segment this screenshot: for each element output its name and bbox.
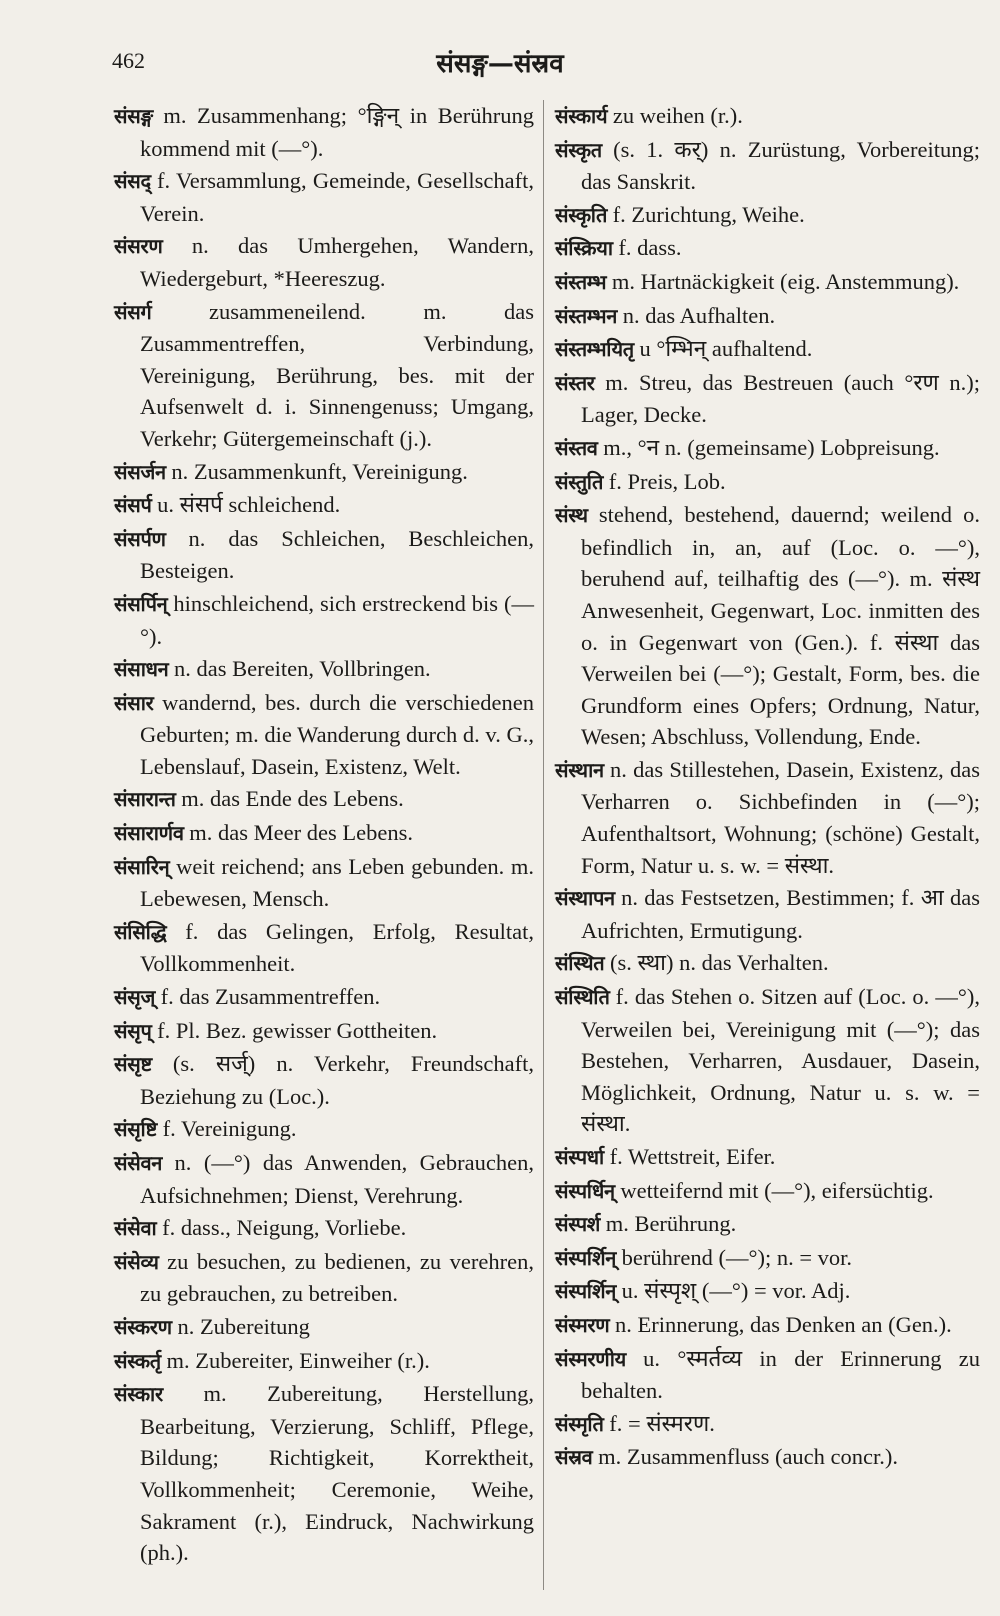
entry-headword: संस्कृति	[555, 202, 608, 227]
left-column	[114, 100, 534, 1570]
entry-definition: n. Erinnerung, das Denken an (Gen.).	[609, 1311, 952, 1337]
entry-definition: zu weihen (r.).	[607, 103, 743, 128]
entry-headword: संसारार्णव	[114, 821, 184, 846]
dictionary-entry	[555, 882, 980, 946]
dictionary-entry	[114, 981, 534, 1014]
dictionary-entry	[114, 230, 534, 294]
entry-headword: संस्रव	[555, 1445, 593, 1470]
entry-definition: f. Wettstreit, Eifer.	[603, 1144, 776, 1169]
entry-headword: संसर्प	[114, 493, 152, 518]
entry-headword: संस्तव	[555, 435, 598, 460]
entry-headword: संस्पर्शिन्	[555, 1279, 617, 1304]
page-number: 462	[112, 48, 145, 73]
entry-definition: n. das Schleichen, Beschleichen, Besteigen.	[140, 525, 534, 584]
entry-headword: संस्करण	[114, 1314, 172, 1339]
entry-headword: संसर्जन	[114, 459, 166, 484]
dictionary-entry	[114, 456, 534, 489]
entry-definition: n. das Umhergehen, Wandern, Wiedergeburt, *Heereszug.	[140, 233, 534, 291]
entry-definition: f. Zurichtung, Weihe.	[607, 201, 805, 227]
dictionary-entry	[114, 489, 534, 522]
dictionary-entry	[114, 1048, 534, 1112]
dictionary-entry	[555, 1343, 980, 1407]
entry-headword: संस्पर्शिन्	[555, 1245, 617, 1270]
entry-definition: m. Berührung.	[600, 1211, 737, 1237]
entry-headword: संस्थ	[555, 503, 588, 528]
dictionary-entry	[555, 981, 980, 1140]
entry-headword: संसर्ग	[114, 299, 152, 324]
dictionary-entry	[555, 947, 980, 980]
dictionary-entry	[114, 1147, 534, 1211]
dictionary-entry	[114, 1212, 534, 1245]
entry-headword: संसिद्धि	[114, 919, 167, 944]
entry-definition: m. Zubereitung, Herstellung, Bearbeitung, Verzierung, Schliff, Pflege, Bildung; Richtigkeit, Korrektheit, Vollkommenheit; Ceremonie, Weihe, Sakrament (r.), Eindruck, Nachwirkung (ph.).	[140, 1381, 534, 1566]
dictionary-entry	[555, 100, 980, 133]
entry-definition: n. Zusammenkunft, Vereinigung.	[165, 458, 468, 484]
entry-definition: f. Versammlung, Gemeinde, Gesellschaft, Verein.	[140, 168, 534, 226]
entry-definition: m. das Meer des Lebens.	[183, 820, 413, 846]
entry-headword: संसर्पण	[114, 526, 166, 551]
entry-definition: n. Zubereitung	[171, 1313, 310, 1339]
entry-headword: संसेवा	[114, 1216, 157, 1241]
entry-definition: m. Zubereiter, Einweiher (r.).	[160, 1347, 430, 1373]
entry-headword: संस्मृति	[555, 1411, 604, 1436]
entry-headword: संस्पर्धा	[555, 1145, 604, 1169]
dictionary-entry	[114, 687, 534, 783]
entry-definition: (s. स्था) n. das Verhalten.	[604, 950, 829, 976]
entry-headword: संस्थिति	[555, 985, 610, 1010]
dictionary-entry	[555, 333, 980, 366]
dictionary-entry	[114, 1015, 534, 1048]
entry-headword: संस्कृत	[555, 137, 602, 162]
entry-definition: u. संसर्प schleichend.	[151, 492, 341, 518]
entry-definition: m. Zusammenhang; °ङ्गिन् in Berührung kommend mit (—°).	[140, 103, 534, 161]
dictionary-entry	[114, 100, 534, 164]
entry-definition: f. = संस्मरण.	[603, 1410, 715, 1436]
dictionary-entry	[555, 1175, 980, 1208]
entry-definition: (s. सर्ज्) n. Verkehr, Freundschaft, Beziehung zu (Loc.).	[140, 1051, 534, 1109]
dictionary-entry	[555, 432, 980, 465]
dictionary-entry	[114, 653, 534, 686]
dictionary-entry	[555, 134, 980, 198]
entry-definition: n. das Aufhalten.	[617, 302, 776, 328]
entry-definition: m. Streu, das Bestreuen (auch °रण n.); Lager, Decke.	[581, 369, 980, 428]
entry-definition: wetteifernd mit (—°), eifersüchtig.	[614, 1177, 934, 1203]
entry-headword: संस्मरणीय	[555, 1346, 626, 1371]
entry-definition: m. Hartnäckigkeit (eig. Anstemmung).	[606, 268, 960, 294]
entry-definition: n. das Bereiten, Vollbringen.	[168, 656, 431, 682]
entry-definition: hinschleichend, sich erstreckend bis (—°).	[140, 590, 534, 649]
entry-definition: f. dass., Neigung, Vorliebe.	[156, 1215, 407, 1241]
dictionary-entry	[555, 1275, 980, 1308]
entry-headword: संस्तम्भयितृ	[555, 337, 634, 362]
entry-headword: संस्तम्भ	[555, 269, 607, 294]
entry-definition: f. das Zusammentreffen.	[154, 984, 381, 1010]
dictionary-entry	[555, 199, 980, 232]
entry-definition: m. das Ende des Lebens.	[175, 786, 404, 812]
entry-headword: संसृष्टि	[114, 1117, 157, 1142]
entry-headword: संसरण	[114, 234, 163, 259]
entry-definition: f. das Gelingen, Erfolg, Resultat, Vollkommenheit.	[140, 918, 534, 977]
dictionary-entry	[555, 1242, 980, 1275]
entry-headword: संसद्	[114, 169, 151, 194]
entry-definition: wandernd, bes. durch die verschiedenen Geburten; m. die Wanderung durch d. v. G., Lebenslauf, Dasein, Existenz, Welt.	[140, 689, 534, 779]
entry-definition: (s. 1. कर्) n. Zurüstung, Vorbereitung; das Sanskrit.	[581, 136, 980, 195]
entry-headword: संस्तुति	[555, 469, 604, 494]
dictionary-entry	[114, 851, 534, 915]
entry-definition: n. das Stillestehen, Dasein, Existenz, das Verharren o. Sichbefinden in (—°); Aufenthaltsort, Wohnung; (schöne) Gestalt, Form, Natur u. s. w. = संस्था.	[581, 756, 980, 878]
entry-headword: संस्तर	[555, 370, 595, 395]
dictionary-entry	[114, 588, 534, 652]
entry-definition: weit reichend; ans Leben gebunden. m. Lebewesen, Mensch.	[140, 853, 534, 912]
dictionary-entry	[114, 1113, 534, 1146]
entry-headword: संस्मरण	[555, 1312, 610, 1337]
entry-definition: f. Preis, Lob.	[603, 468, 726, 494]
entry-headword: संस्तम्भन	[555, 303, 618, 328]
entry-headword: संसारान्त	[114, 787, 176, 812]
dictionary-entry	[114, 165, 534, 229]
dictionary-entry	[555, 1441, 980, 1474]
dictionary-entry	[555, 1141, 980, 1174]
dictionary-entry	[114, 1246, 534, 1310]
dictionary-entry	[114, 916, 534, 980]
entry-headword: संसङ्ग	[114, 104, 153, 128]
entry-definition: n. (—°) das Anwenden, Gebrauchen, Aufsichnehmen; Dienst, Verehrung.	[140, 1150, 534, 1208]
entry-headword: संस्थान	[555, 757, 604, 782]
entry-headword: संस्कर्तृ	[114, 1348, 161, 1373]
entry-definition: berührend (—°); n. = vor.	[616, 1244, 853, 1270]
dictionary-entry	[555, 232, 980, 265]
entry-headword: संस्क्रिया	[555, 236, 613, 261]
column-divider	[543, 100, 544, 1590]
dictionary-entry	[555, 1408, 980, 1441]
entry-headword: संसारिन्	[114, 854, 170, 879]
dictionary-entry	[114, 1311, 534, 1344]
running-head: संसङ्ग—संस्रव	[436, 49, 564, 79]
dictionary-entry	[114, 1378, 534, 1569]
entry-headword: संसृष्ट	[114, 1052, 152, 1077]
entry-definition: u. °स्मर्तव्य in der Erinnerung zu behalten.	[581, 1345, 980, 1404]
entry-definition: zusammeneilend. m. das Zusammentreffen, Verbindung, Vereinigung, Berührung, bes. mit der Aufsenwelt d. i. Sinnengenuss; Umgang, Verkehr; Gütergemeinschaft (j.).	[140, 298, 534, 451]
entry-headword: संसेव्य	[114, 1249, 159, 1274]
dictionary-entry	[555, 1309, 980, 1342]
entry-headword: संस्थापन	[555, 886, 615, 911]
entry-headword: संसेवन	[114, 1151, 163, 1175]
dictionary-entry	[114, 783, 534, 816]
entry-definition: f. Vereinigung.	[157, 1116, 297, 1142]
entry-definition: f. das Stehen o. Sitzen auf (Loc. o. —°), Verweilen bei, Vereinigung mit (—°); das Bestehen, Verharren, Ausdauer, Dasein, Möglichkeit, Ordnung, Natur u. s. w. = संस्था.	[581, 984, 980, 1137]
entry-definition: f. Pl. Bez. gewisser Gottheiten.	[151, 1017, 438, 1043]
entry-definition: u °म्भिन् aufhaltend.	[633, 336, 813, 362]
dictionary-entry	[555, 266, 980, 299]
entry-headword: संस्पर्श	[555, 1212, 601, 1237]
entry-definition: zu besuchen, zu bedienen, zu verehren, zu gebrauchen, zu betreiben.	[140, 1248, 534, 1307]
dictionary-entry	[114, 523, 534, 587]
entry-headword: संसर्पिन्	[114, 591, 168, 616]
entry-definition: stehend, bestehend, dauernd; weilend o. befindlich in, an, auf (Loc. o. —°), beruhend auf, teilhaftig des (—°). m. संस्थ Anwesenheit, Gegenwart, Loc. inmitten des o. in Gegenwart von (Gen.). f. संस्था das Verweilen bei (—°); Gestalt, Form, bes. die Grundform eines Opfers; Ordnung, Natur, Wesen; Abschluss, Vollendung, Ende.	[581, 502, 980, 750]
dictionary-entry	[114, 817, 534, 850]
right-column	[555, 100, 980, 1475]
entry-definition: n. das Festsetzen, Bestimmen; f. आ das Aufrichten, Ermutigung.	[581, 885, 980, 943]
entry-definition: f. dass.	[612, 235, 682, 261]
entry-definition: u. संस्पृश् (—°) = vor. Adj.	[616, 1278, 851, 1304]
dictionary-entry	[114, 296, 534, 455]
entry-headword: संसार	[114, 690, 154, 715]
dictionary-entry	[555, 754, 980, 881]
entry-headword: संस्थित	[555, 951, 605, 976]
entry-headword: संसृप्	[114, 1018, 152, 1043]
entry-definition: m., °न n. (gemeinsame) Lobpreisung.	[597, 434, 940, 460]
entry-headword: संस्पर्धिन्	[555, 1178, 615, 1203]
dictionary-entry	[555, 466, 980, 499]
dictionary-entry	[555, 1208, 980, 1241]
dictionary-entry	[555, 300, 980, 333]
dictionary-entry	[114, 1345, 534, 1378]
entry-definition: m. Zusammenfluss (auch concr.).	[592, 1444, 899, 1470]
dictionary-entry	[555, 367, 980, 431]
dictionary-entry	[555, 499, 980, 753]
entry-headword: संसृज्	[114, 985, 155, 1010]
entry-headword: संसाधन	[114, 657, 169, 682]
entry-headword: संस्कार	[114, 1382, 163, 1407]
entry-headword: संस्कार्य	[555, 104, 608, 128]
